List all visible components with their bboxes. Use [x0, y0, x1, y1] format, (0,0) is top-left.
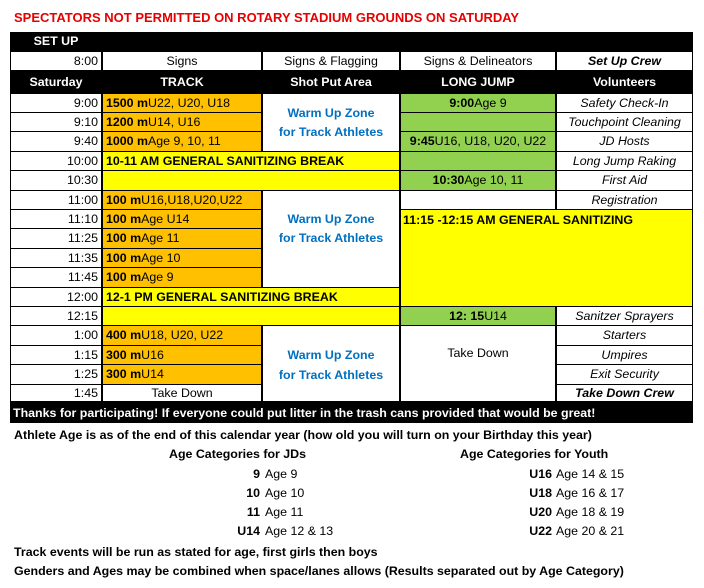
time-cell: 1:25 [11, 365, 101, 384]
header-saturday: Saturday [11, 72, 101, 93]
youth-age: Age 18 & 19 [556, 505, 625, 519]
jd-code: 9 [253, 467, 260, 481]
track-event: 100 m Age 9 [103, 268, 261, 287]
jd-code: 10 [246, 486, 260, 500]
track-take-down: Take Down [103, 385, 261, 401]
volunteer-role: Sanitzer Sprayers [557, 307, 692, 325]
shot-put-warmup-1 [263, 94, 399, 151]
volunteer-role: Starters [557, 326, 692, 345]
track-event: 1200 m U14, U16 [103, 113, 261, 131]
shot-put-warmup-2 [263, 191, 399, 287]
track-event: 100 m Age 10 [103, 249, 261, 267]
warmup-sublabel: for Track Athletes [278, 231, 384, 245]
youth-code: U16 [529, 467, 552, 481]
header-long-jump: LONG JUMP [401, 72, 555, 93]
time-cell: 10:00 [11, 152, 101, 170]
volunteer-role: Safety Check-In [557, 94, 692, 112]
volunteer-role: Take Down Crew [557, 385, 692, 401]
time-cell: 10:30 [11, 171, 101, 190]
setup-time: 8:00 [11, 52, 101, 70]
setup-crew: Set Up Crew [557, 52, 692, 70]
thanks-banner: Thanks for participating! If everyone could put litter in the trash cans provided that would be great! [10, 403, 693, 423]
time-cell: 12:15 [11, 307, 101, 325]
time-cell: 9:10 [11, 113, 101, 131]
sanitizing-break-1-continued [103, 171, 399, 190]
time-cell: 11:25 [11, 229, 101, 248]
track-event: 100 m Age 11 [103, 229, 261, 248]
setup-signs-delineators: Signs & Delineators [401, 52, 555, 70]
youth-age: Age 20 & 21 [556, 524, 625, 538]
volunteer-role: Touchpoint Cleaning [557, 113, 692, 131]
volunteer-role: Long Jump Raking [557, 152, 692, 170]
time-cell: 1:45 [11, 385, 101, 401]
time-cell: 1:15 [11, 346, 101, 364]
time-cell: 11:10 [11, 210, 101, 228]
header-volunteers: Volunteers [557, 72, 692, 93]
age-note: Athlete Age is as of the end of this calendar year (how old you will turn on your Birthday this year) [14, 428, 592, 442]
long-jump-take-down: Take Down [401, 326, 555, 401]
jd-code: U14 [237, 524, 260, 538]
long-jump-sanitizing: 11:15 -12:15 AM GENERAL SANITIZING [401, 210, 692, 306]
schedule-table [10, 32, 693, 420]
jd-age: Age 12 & 13 [265, 524, 334, 538]
volunteer-role: First Aid [557, 171, 692, 190]
youth-code: U18 [529, 486, 552, 500]
volunteer-role: Umpires [557, 346, 692, 364]
time-cell: 12:00 [11, 288, 101, 306]
jd-age: Age 10 [265, 486, 305, 500]
volunteer-role: Exit Security [557, 365, 692, 384]
youth-categories-title: Age Categories for Youth [460, 447, 609, 461]
time-cell: 9:40 [11, 132, 101, 151]
spectators-banner: SPECTATORS NOT PERMITTED ON ROTARY STADIUM GROUNDS ON SATURDAY [14, 10, 520, 25]
footer-line-2: Genders and Ages may be combined when space/lanes allows (Results separated out by Age Category) [14, 564, 624, 578]
track-event: 100 m Age U14 [103, 210, 261, 228]
setup-signs: Signs [103, 52, 261, 70]
jd-categories-title: Age Categories for JDs [169, 447, 307, 461]
warmup-sublabel: for Track Athletes [278, 124, 384, 139]
youth-age: Age 14 & 15 [556, 467, 625, 481]
long-jump-event: 12: 15 U14 [401, 307, 555, 325]
jd-age: Age 9 [265, 467, 298, 481]
shot-put-warmup-3 [263, 326, 399, 401]
warmup-sublabel: for Track Athletes [278, 367, 384, 382]
time-cell: 11:35 [11, 249, 101, 267]
track-event: 1000 m Age 9, 10, 11 [103, 132, 261, 151]
youth-code: U22 [529, 524, 552, 538]
long-jump-event: 9:45 U16, U18, U20, U22 [401, 132, 555, 151]
warmup-label: Warm Up Zone [287, 105, 375, 120]
track-event: 400 m U18, U20, U22 [103, 326, 261, 345]
sanitizing-break-2-continued [103, 307, 399, 325]
time-cell: 9:00 [11, 94, 101, 112]
track-event: 300 m U14 [103, 365, 261, 384]
long-jump-slot [401, 113, 555, 131]
time-cell: 11:00 [11, 191, 101, 209]
jd-age: Age 11 [265, 505, 304, 519]
header-track: TRACK [103, 72, 261, 93]
sanitizing-break-1: 10-11 AM GENERAL SANITIZING BREAK [103, 152, 399, 170]
sanitizing-break-2: 12-1 PM GENERAL SANITIZING BREAK [103, 288, 399, 306]
youth-age: Age 16 & 17 [556, 486, 625, 500]
track-event: 100 m U16,U18,U20,U22 [103, 191, 261, 209]
track-event: 1500 m U22, U20, U18 [103, 94, 261, 112]
youth-code: U20 [529, 505, 552, 519]
long-jump-empty [401, 191, 555, 209]
jd-code: 11 [246, 505, 260, 519]
setup-signs-flagging: Signs & Flagging [263, 52, 399, 70]
footer-line-1: Track events will be run as stated for age, first girls then boys [14, 545, 378, 559]
volunteer-role: JD Hosts [557, 132, 692, 151]
volunteer-role: Registration [557, 191, 692, 209]
time-cell: 1:00 [11, 326, 101, 345]
long-jump-event: 9:00 Age 9 [401, 94, 555, 112]
setup-title: SET UP [11, 33, 101, 50]
long-jump-slot [401, 152, 555, 170]
track-event: 300 m U16 [103, 346, 261, 364]
long-jump-event: 10:30 Age 10, 11 [401, 171, 555, 190]
header-shot-put: Shot Put Area [263, 72, 399, 93]
warmup-label: Warm Up Zone [287, 212, 375, 226]
time-cell: 11:45 [11, 268, 101, 287]
warmup-label: Warm Up Zone [287, 347, 375, 362]
